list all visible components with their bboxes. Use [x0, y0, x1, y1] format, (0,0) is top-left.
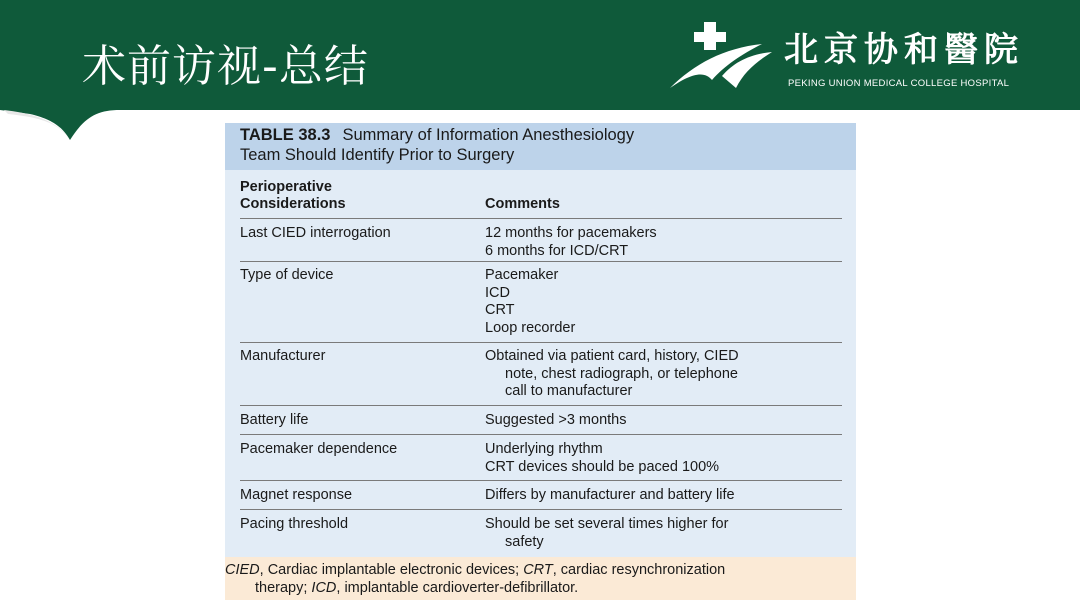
- divider: [240, 480, 842, 481]
- table-caption-line1: Summary of Information Anesthesiology: [342, 126, 635, 144]
- cell-comments: Obtained via patient card, history, CIED note, chest radiograph, or telephone call to manufacturer: [485, 348, 739, 399]
- cell-comments: Suggested >3 months: [485, 412, 627, 428]
- table-number: TABLE 38.3: [240, 126, 331, 144]
- table-card: [225, 123, 856, 557]
- table-footnote: CIED, Cardiac implantable electronic devices; CRT, cardiac resynchronization therapy; ICD, implantable cardioverter-defibrillator.: [225, 557, 856, 600]
- cell-comments: Underlying rhythm CRT devices should be paced 100%: [485, 441, 720, 475]
- divider: [240, 434, 842, 435]
- column-header-comments: Comments: [485, 196, 560, 212]
- hospital-name-en: PEKING UNION MEDICAL COLLEGE HOSPITAL: [788, 78, 1010, 89]
- cell-consideration: Last CIED interrogation: [240, 225, 391, 241]
- cell-consideration: Pacemaker dependence: [240, 441, 398, 457]
- divider: [240, 405, 842, 406]
- footnote-abbr-crt: CRT: [523, 562, 553, 578]
- slide-title: 术前访视-总结: [82, 41, 369, 92]
- divider: [240, 218, 842, 219]
- divider: [240, 509, 842, 510]
- cell-comments: Should be set several times higher for safety: [485, 516, 729, 550]
- hospital-emblem-icon: [664, 18, 776, 94]
- cell-comments: Pacemaker ICD CRT Loop recorder: [485, 267, 576, 336]
- table-caption: [225, 123, 856, 170]
- cell-consideration: Manufacturer: [240, 348, 326, 364]
- hospital-logo: [664, 18, 1044, 98]
- cell-consideration: Type of device: [240, 267, 334, 283]
- divider: [240, 342, 842, 343]
- cell-comments: 12 months for pacemakers 6 months for ICD/CRT: [485, 225, 657, 259]
- column-header-considerations: Perioperative Considerations: [240, 179, 346, 212]
- cell-consideration: Magnet response: [240, 487, 353, 503]
- cell-consideration: Pacing threshold: [240, 516, 349, 532]
- table-caption-line2: Team Should Identify Prior to Surgery: [240, 146, 515, 164]
- divider: [240, 261, 842, 262]
- footnote-abbr-icd: ICD: [311, 579, 337, 596]
- hospital-name-cn: 北京协和醫院: [784, 30, 1024, 70]
- cell-consideration: Battery life: [240, 412, 309, 428]
- footnote-abbr-cied: CIED: [225, 562, 260, 578]
- cell-comments: Differs by manufacturer and battery life: [485, 487, 735, 503]
